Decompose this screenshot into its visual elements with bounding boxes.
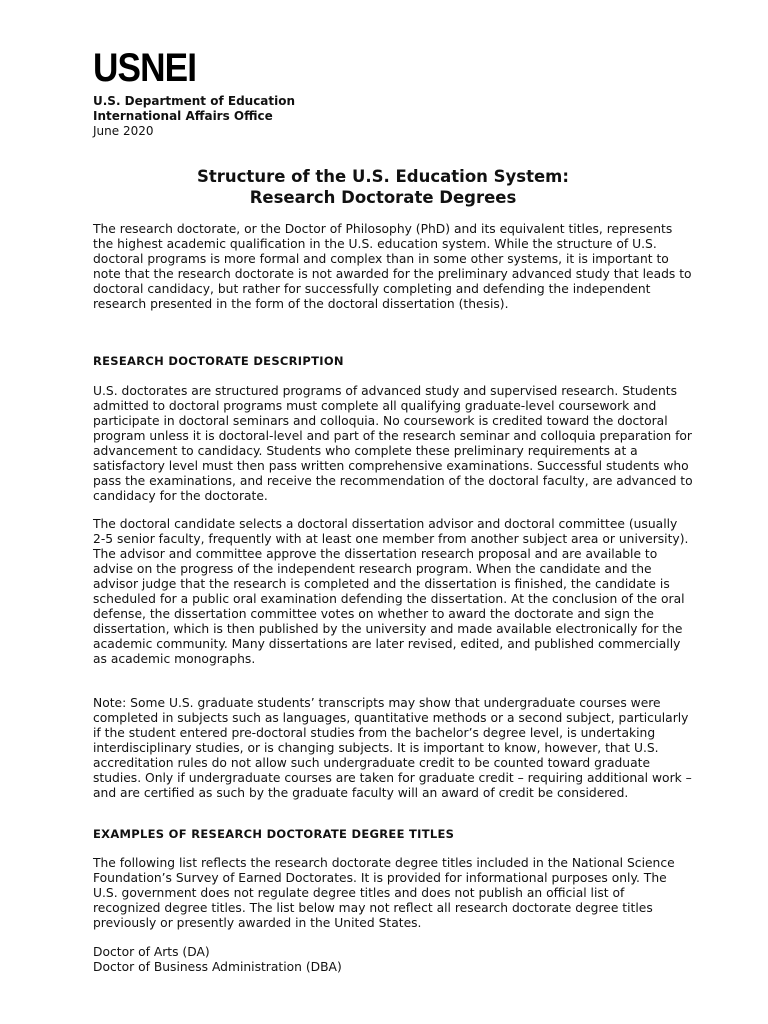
title-line-2: Research Doctorate Degrees xyxy=(249,188,517,207)
section-heading-examples: EXAMPLES OF RESEARCH DOCTORATE DEGREE TITLES xyxy=(93,827,455,841)
document-title xyxy=(93,166,673,208)
note-paragraph: Note: Some U.S. graduate students’ transcripts may show that undergraduate courses were completed in subjects such as languages, quantitative methods or a second subject, particularly if the student entered pre-doctoral studies from the bachelor’s degree level, is undertaking interdisciplinary studies, or is changing subjects. It is important to know, however, that U.S. accreditation rules do not allow such undergraduate credit to be counted toward graduate studies. Only if undergraduate courses are taken for graduate credit – requiring additional work – and are certified as such by the graduate faculty will an award of credit be considered. xyxy=(93,696,692,800)
section-heading-description: RESEARCH DOCTORATE DESCRIPTION xyxy=(93,354,344,368)
list-item: Doctor of Business Administration (DBA) xyxy=(93,960,342,974)
department-name: U.S. Department of Education xyxy=(93,94,296,108)
description-paragraph-2: The doctoral candidate selects a doctoral dissertation advisor and doctoral committee (usually 2-5 senior faculty, frequently with at least one member from another subject area or university). The advisor and committee approve the dissertation research proposal and are available to advise on the progress of the independent research program. When the candidate and the advisor judge that the research is completed and the dissertation is finished, the candidate is scheduled for a public oral examination defending the dissertation. At the conclusion of the oral defense, the dissertation committee votes on whether to award the doctorate and sign the dissertation, which is then published by the university and made available electronically for the academic community. Many dissertations are later revised, edited, and published commercially as academic monographs. xyxy=(93,517,689,666)
description-paragraph-1: U.S. doctorates are structured programs of advanced study and supervised research. Students admitted to doctoral programs must complete all qualifying graduate-level coursework and participate in doctoral seminars and colloquia. No coursework is credited toward the doctoral program unless it is doctoral-level and part of the research seminar and colloquia preparation for advancement to candidacy. Students who complete these preliminary requirements at a satisfactory level must then pass written comprehensive examinations. Successful students who pass the examinations, and receive the recommendation of the doctoral faculty, are advanced to candidacy for the doctorate. xyxy=(93,384,693,503)
examples-paragraph: The following list reflects the research doctorate degree titles included in the National Science Foundation’s Survey of Earned Doctorates. It is provided for informational purposes only. The U.S. government does not regulate degree titles and does not publish an official list of recognized degree titles. The list below may not reflect all research doctorate degree titles previously or presently awarded in the United States. xyxy=(93,856,675,930)
intro-paragraph: The research doctorate, or the Doctor of Philosophy (PhD) and its equivalent titles, represents the highest academic qualification in the U.S. education system. While the structure of U.S. doctoral programs is more formal and complex than in some other systems, it is important to note that the research doctorate is not awarded for the preliminary advanced study that leads to doctoral candidacy, but rather for successfully completing and defending the independent research presented in the form of the doctoral dissertation (thesis). xyxy=(93,222,692,311)
office-name: International Affairs Office xyxy=(93,109,273,123)
list-item: Doctor of Arts (DA) xyxy=(93,945,210,959)
document-date: June 2020 xyxy=(93,124,154,138)
document-header xyxy=(93,94,295,139)
degree-title-list xyxy=(93,945,693,975)
title-line-1: Structure of the U.S. Education System: xyxy=(197,167,569,186)
usnei-logo: USNEI xyxy=(93,46,197,90)
